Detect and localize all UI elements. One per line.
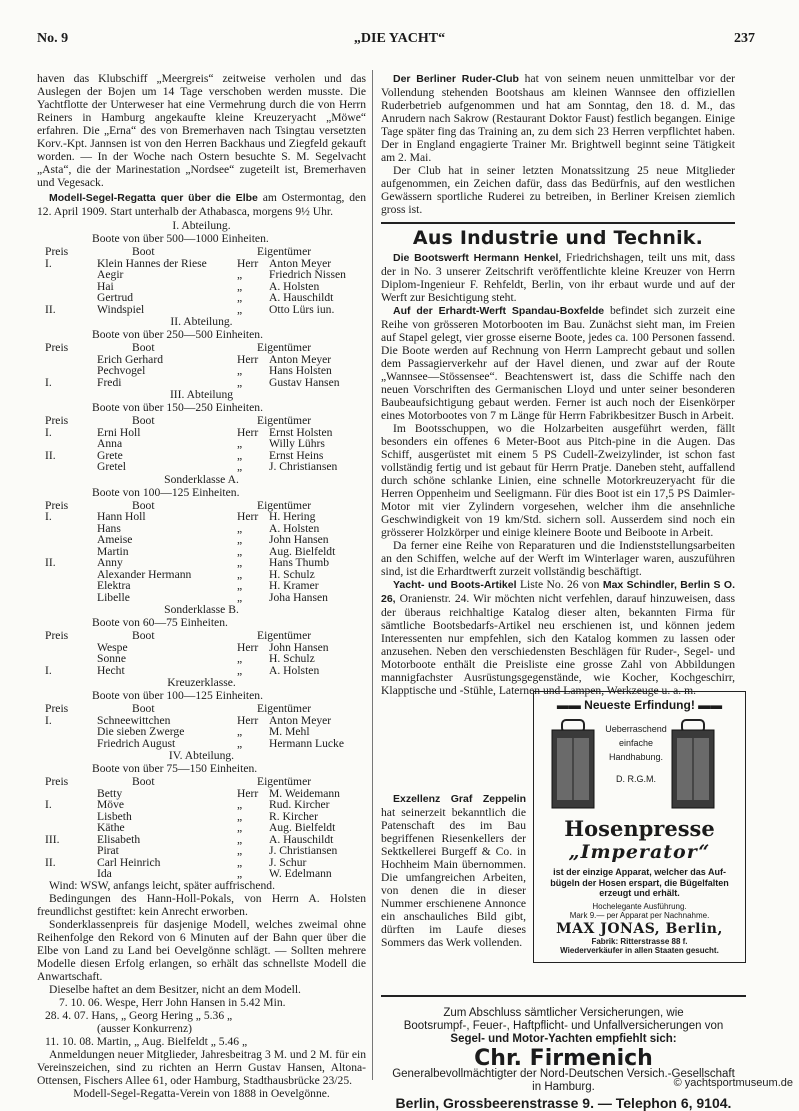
title-cell: „ [237, 725, 243, 738]
prize-cell: III. [45, 832, 60, 846]
watermark: © yachtsportmuseum.de [673, 1077, 793, 1089]
owner-cell: J. Christiansen [269, 460, 338, 473]
table-row [37, 568, 366, 580]
division-class: Boote von 100—125 Einheiten. [92, 485, 240, 499]
title-cell: „ [237, 533, 243, 546]
ad-fabrik: Fabrik: Ritterstrasse 88 f. [591, 936, 688, 946]
ad-rule [381, 995, 746, 997]
table-row [37, 437, 366, 449]
issue-number: No. 9 [37, 31, 69, 46]
title-cell: „ [237, 579, 243, 592]
prize-cell: I. [45, 510, 52, 523]
boat-cell: Möve [97, 798, 125, 811]
title-cell: Herr [237, 352, 259, 366]
table-row [37, 291, 366, 303]
column-header: Eigentümer [257, 775, 312, 788]
owner-cell: J. Christiansen [269, 844, 338, 857]
title-cell: „ [237, 521, 243, 535]
paragraph-hann-holl: Bedingungen des Hann-Holl-Pokals, von Herrn A. Holsten freundlichst gestiftet: kein Anrecht erworben. [37, 891, 366, 918]
boat-cell: Wespe [97, 640, 128, 654]
title-cell: „ [237, 663, 243, 677]
owner-cell: J. Schur [269, 855, 307, 869]
regatta-heading: Modell-Segel-Regatta quer über die Elbe [49, 192, 258, 204]
prize-cell: II. [45, 302, 56, 316]
table-header [37, 499, 366, 511]
prize-cell: I. [45, 375, 52, 389]
firmenich-line-3: Segel- und Motor-Yachten empfiehlt sich: [450, 1032, 677, 1045]
column-header: Eigentümer [257, 414, 312, 427]
title-cell: „ [237, 844, 243, 857]
owner-cell: John Hansen [269, 533, 329, 546]
boat-cell: Käthe [97, 821, 125, 834]
table-row [37, 280, 366, 292]
ad-title: ▬▬ Neueste Erfindung! ▬▬ [556, 698, 723, 712]
column-header: Eigentümer [257, 341, 312, 354]
table-row [37, 522, 366, 534]
column-header: Eigentümer [257, 245, 312, 258]
column-header: Preis [45, 702, 69, 715]
henkel-heading: Die Bootswerft Hermann Henkel [393, 252, 559, 264]
division-title: Sonderklasse B. [164, 603, 239, 616]
boat-cell: Hann Holl [97, 510, 146, 523]
table-header [37, 414, 366, 426]
ad-claim: ist der einzige Apparat, welcher das Auf-bügeln der Hosen erspart, die Bügelfalten erzeugt und erhält. [550, 867, 729, 898]
table-row [37, 303, 366, 315]
column-header: Eigentümer [257, 702, 312, 715]
boat-cell: Hecht [97, 663, 125, 677]
owner-cell: A. Holsten [269, 663, 320, 677]
table-row [37, 268, 366, 280]
table-row [37, 867, 366, 879]
section-title: Aus Industrie und Technik. [412, 227, 704, 249]
ruder-text: hat von seinem neuen unmittelbar vor der Vollendung stehenden Bootshaus am kleinen Wannsee den offiziellen Ruderbetrieb aufgenommen und hat am Sonntag, den 18. d. M., das Anrudern nach Sakrow (Restaurant Doktor Faust) festlich begangen. Einige Tage später fing das Training an, zu dem sich 23 Herren verpflichtet haben. Der in England engagierte Trainer Mr. Brightwell beginnt seine Tätigkeit am 2. Mai. [381, 72, 735, 164]
paragraph-reparaturen: Da ferner eine Reihe von Reparaturen und die Indienststellungsarbeiten an den Schiffen, welche auf der Werft im Winterlager waren, auszuführen sind, ist die Erhardtwerft zurzeit vollständig beschäftigt. [381, 539, 735, 578]
boat-cell: Pirat [97, 844, 119, 857]
prize-cell: I. [45, 663, 52, 677]
title-cell: Herr [237, 425, 259, 439]
prize-cell: II. [45, 855, 56, 869]
title-cell: „ [237, 821, 243, 834]
table-row [37, 545, 366, 557]
boat-cell: Carl Heinrich [97, 855, 161, 869]
regatta-intro: am Ostermontag, den 12. April 1909. Start unterhalb der Athabasca, morgens 9½ Uhr. [37, 191, 366, 218]
yacht-article-block [381, 578, 735, 697]
boat-cell: Windspiel [97, 302, 145, 316]
table-header [37, 629, 366, 641]
division-title: I. Abteilung. [172, 219, 231, 232]
signature: Modell-Segel-Regatta-Verein von 1888 in Oevelgönne. [73, 1086, 330, 1100]
column-header: Preis [45, 245, 69, 258]
title-cell: „ [237, 832, 243, 846]
column-header: Eigentümer [257, 498, 312, 512]
column-header: Eigentümer [257, 629, 312, 642]
page-header [0, 0, 799, 60]
table-row [37, 449, 366, 461]
owner-cell: H. Hering [269, 510, 316, 523]
ad-elegant: Hochelegante Ausführung. [592, 901, 687, 911]
boat-cell: Lisbeth [97, 809, 132, 823]
owner-cell: Otto Lürs iun. [269, 302, 335, 316]
paragraph-bootsschuppen: Im Bootsschuppen, wo die Holzarbeiten ausgeführt werden, fällt besonders ein offenes 6 Meter-Boot aus Pitch-pine in die Augen. Das Schiff, ausgerüstet mit einem 5 PS Cudell-Zweizylinder, ist schon fast vollständig fertig und ist gebaut für Herrn Pratje. Daneben steht, auffallend durch schöne schlanke Linien, eine schnelle Motorkreuzeryacht für die Herren Oppenheim und Seeligmann. Für dies Boot ist ein 17,5 PS Daimler-Motor mit vier Zylindern vorgesehen, welcher ihm die ansehnliche Geschwindigkeit von 19 km/Std. sichern soll. Ausserdem sind noch ein grösserer Holzkörper und einige kleinere Boote und Beiboote in Arbeit. [381, 422, 735, 539]
owner-cell: Anton Meyer [269, 352, 332, 366]
column-header: Preis [45, 498, 69, 512]
boat-cell: Fredi [97, 375, 122, 389]
ad-illustration-area [534, 716, 745, 814]
owner-cell: Aug. Bielfeldt [269, 544, 336, 558]
record-2-note: (ausser Konkurrenz) [97, 1021, 192, 1035]
title-cell: „ [237, 652, 243, 665]
boat-cell: Hans [97, 521, 121, 535]
table-row [37, 556, 366, 568]
owner-cell: Hans Holsten [269, 364, 332, 377]
owner-cell: Anton Meyer [269, 713, 332, 727]
column-divider [372, 70, 373, 1080]
title-cell: „ [237, 544, 243, 558]
owner-cell: M. Weidemann [269, 786, 340, 800]
division-title: IV. Abteilung. [168, 749, 235, 762]
title-cell: „ [237, 437, 243, 450]
owner-cell: Willy Lührs [269, 437, 325, 450]
owner-cell: Ernst Holsten [269, 425, 333, 439]
boat-cell: Schneewittchen [97, 713, 171, 727]
ad-firm: MAX JONAS, Berlin, [556, 920, 723, 937]
record-2: 28. 4. 07. Hans, „ Georg Hering „ 5.36 „ [45, 1008, 233, 1022]
ad-side-3: Handhabung. [608, 752, 664, 762]
table-row [37, 641, 366, 653]
prize-cell: I. [45, 713, 52, 727]
division-class: Boote von über 500—1000 Einheiten. [92, 232, 269, 245]
owner-cell: W. Edelmann [269, 867, 332, 880]
table-row [37, 353, 366, 365]
table-row [37, 652, 366, 664]
table-header [37, 702, 366, 714]
division-class: Boote von über 100—125 Einheiten. [92, 689, 263, 702]
boat-cell: Ida [97, 867, 112, 880]
firmenich-line-4: Generalbevollmächtigter der Nord-Deutschen Versich.-Gesellschaft [392, 1067, 735, 1080]
prize-cell: I. [45, 256, 52, 270]
column-header: Boot [132, 775, 155, 788]
yacht-text-2: Oranienstr. 24. Wir möchten nicht verfehlen, darauf hinzuweisen, dass der überaus reichhaltige Katalog dieser alten, bekannten Firma für sämtliche Bootsbedarfs-Artikel neu erschienen ist, und können jedem Interessenten nur empfehlen, sich den Katalog kommen zu lassen oder anzusehen. Neben den verschiedensten Beschlägen für Ruder-, Segel- und Motorboote enthält die Preisliste eine grosse Zahl von Abbildungen mannigfachster Ausrüstungsgegenstände, wie Kocher, Kochgeschirr, Klapptische und -Stühle, Laternen und Lampen, Werkzeuge u. a. m. [381, 592, 735, 697]
title-cell: Herr [237, 510, 259, 523]
boat-cell: Anny [97, 556, 123, 569]
owner-cell: Ernst Heins [269, 448, 324, 462]
paragraph-henkel [381, 251, 735, 304]
table-row [37, 591, 366, 603]
division-title: Sonderklasse A. [164, 472, 239, 486]
paragraph-regatta [37, 191, 366, 218]
owner-cell: John Hansen [269, 640, 329, 654]
boat-cell: Die sieben Zwerge [97, 725, 185, 738]
ad-side-2: einfache [618, 738, 654, 748]
owner-cell: Joha Hansen [269, 590, 328, 604]
column-header: Boot [132, 498, 155, 512]
title-cell: „ [237, 567, 243, 581]
table-header [37, 341, 366, 353]
table-row [37, 725, 366, 737]
table-row [37, 376, 366, 388]
boat-cell: Erni Holl [97, 425, 141, 439]
hosenpresse-ad [533, 691, 746, 963]
title-cell: Herr [237, 256, 259, 270]
ad-resellers: Wiederverkäufer in allen Staaten gesucht. [560, 946, 719, 955]
table-row [37, 821, 366, 833]
owner-cell: Aug. Bielfeldt [269, 821, 336, 834]
ad-price: Mark 9.— per Apparat per Nachnahme. [569, 911, 710, 920]
firmenich-ad [381, 995, 746, 1110]
table-row [37, 364, 366, 376]
division-class: Boote von über 150—250 Einheiten. [92, 401, 263, 414]
table-row [37, 460, 366, 472]
paragraph-ruder-club [381, 72, 735, 164]
table-header [37, 245, 366, 257]
table-row [37, 798, 366, 810]
zeppelin-block [381, 792, 526, 949]
title-cell: „ [237, 798, 243, 811]
boat-cell: Elisabeth [97, 832, 141, 846]
section-rule [381, 222, 735, 224]
table-row [37, 579, 366, 591]
firmenich-line-1: Zum Abschluss sämtlicher Versicherungen, wie [443, 1006, 684, 1019]
owner-cell: Rud. Kircher [269, 798, 330, 811]
owner-cell: A. Hauschildt [269, 291, 334, 304]
table-row [37, 257, 366, 269]
firmenich-line-5: in Hamburg. [532, 1080, 595, 1093]
henkel-text: , Friedrichshagen, teilt uns mit, dass der in No. 3 unserer Zeitschrift veröffentlichte kleine Kreuzer von Herrn Diplom-Ingenieur F. Rehfeldt, Berlin, von ihr erbaut wurde und auf der Werft zur Besichtigung steht. [381, 251, 735, 304]
owner-cell: Hans Thumb [269, 556, 330, 569]
zeppelin-text: hat seinerzeit bekanntlich die Patenschaft des im Bau begriffenen Riesenkellers der Sektkellerei Burgeff & Co. in Hochheim Main übernommen. Die umfangreichen Arbeiten, von denen die in dieser Nummer erschienene Annonce ein anschauliches Bild gibt, dürften im Laufe dieses Sommers das Werk vollenden. [381, 806, 526, 949]
boat-cell: Alexander Hermann [97, 567, 192, 581]
erhardt-heading: Auf der Erhardt-Werft Spandau-Boxfelde [393, 305, 605, 317]
boat-cell: Hai [97, 279, 114, 293]
ad-brand: Hosenpresse [564, 816, 715, 841]
ad-side-1: Ueberraschend [605, 724, 667, 734]
title-cell: „ [237, 556, 243, 569]
yacht-text-1: Liste No. 26 von [516, 578, 603, 591]
division-title: III. Abteilung [169, 388, 234, 401]
title-cell: „ [237, 291, 243, 304]
ad-brand-name: „Imperator“ [568, 841, 711, 863]
owner-cell: Hermann Lucke [269, 736, 345, 750]
division-class: Boote von 60—75 Einheiten. [92, 616, 228, 629]
title-cell: „ [237, 460, 243, 473]
page-number: 237 [734, 31, 755, 46]
owner-cell: Gustav Hansen [269, 375, 340, 389]
ad-side-text [596, 722, 676, 786]
boat-cell: Friedrich August [97, 736, 176, 750]
owner-cell: H. Schulz [269, 652, 315, 665]
boat-cell: Klein Hannes der Riese [97, 256, 207, 270]
table-header [37, 775, 366, 787]
table-row [37, 510, 366, 522]
title-cell: „ [237, 867, 243, 880]
firmenich-name: Chr. Firmenich [474, 1045, 653, 1071]
table-row [37, 810, 366, 822]
boat-cell: Gertrud [97, 291, 134, 304]
title-cell: „ [237, 809, 243, 823]
yacht-firm: Max Schindler, Berlin S O. 26, [381, 579, 735, 605]
firmenich-address: Berlin, Grossbeerenstrasse 9. — Telephon 6, 9104. [395, 1094, 732, 1111]
title-cell: „ [237, 736, 243, 750]
boat-cell: Martin [97, 544, 129, 558]
column-header: Preis [45, 629, 69, 642]
ad-patent: D. R.G.M. [616, 774, 656, 784]
record-3: 11. 10. 08. Martin, „ Aug. Bielfeldt „ 5.46 „ [45, 1034, 248, 1048]
paragraph-anmeldungen: Anmeldungen neuer Mitglieder, Jahresbeitrag 3 M. und 2 M. für ein Vereinszeichen, sind zu richten an Herrn Gustav Hansen, Altona-Ottensen, Fischers Allee 61, oder Hamburg, Stadthausbrücke 23/25. [37, 1047, 366, 1087]
owner-cell: A. Holsten [269, 521, 320, 535]
boat-cell: Erich Gerhard [97, 352, 163, 366]
title-cell: Herr [237, 786, 259, 800]
paragraph-yacht-artikel [381, 578, 735, 697]
boat-cell: Gretel [97, 460, 126, 473]
owner-cell: M. Mehl [269, 725, 310, 738]
erhardt-text: befindet sich zurzeit eine Reihe von grösseren Motorbooten im Bau. Zunächst sieht man, im Freien auf Stapel gelegt, vier grosse eiserne Boote, jedes ca. 100 Personen fassend. Die Boote werden auf Rechnung von Herrn Lamprecht gebaut und sollen dem Passagierverkehr auf der Havel dienen, und zwar auf der Route „Wannsee—Stössensee“. Beachtenswert ist, dass die Schiffe nach den neuen Vorschriften des Germanischen Lloyd und unter seiner besonderen Baubeaufsichtigung gebaut werden. Ferner ist auch noch der Eisenkörper eines Motorbootes von 7 m Länge für Herrn Fabrikbesitzer Busch in Arbeit. [381, 304, 735, 422]
table-row [37, 844, 366, 856]
table-row [37, 787, 366, 799]
title-cell: Herr [237, 713, 259, 727]
table-row [37, 833, 366, 845]
table-row [37, 664, 366, 676]
title-cell: „ [237, 302, 243, 316]
boat-cell: Aegir [97, 268, 124, 281]
owner-cell: H. Kramer [269, 579, 319, 592]
title-cell: „ [237, 268, 243, 281]
ruder-heading: Der Berliner Ruder-Club [393, 73, 519, 85]
prize-cell: II. [45, 556, 56, 569]
boat-cell: Pechvogel [97, 364, 146, 377]
regatta-results [37, 219, 366, 879]
paragraph-ruder-club-2: Der Club hat in seiner letzten Monatssitzung 25 neue Mitglieder aufgenommen, ein Zeichen dafür, dass das Bedürfnis, auf den westlichen Gewässern sportliche Ruderei zu betreiben, in Berliner Kreisen ziemlich gross ist. [381, 164, 735, 216]
owner-cell: A. Holsten [269, 279, 320, 293]
yacht-heading: Yacht- und Boots-Artikel [393, 579, 517, 591]
prize-cell: II. [45, 448, 56, 462]
record-1: 7. 10. 06. Wespe, Herr John Hansen in 5.42 Min. [59, 995, 286, 1009]
title-cell: „ [237, 375, 243, 389]
boat-cell: Libelle [97, 590, 130, 604]
owner-cell: Anton Meyer [269, 256, 332, 270]
division-title: II. Abteilung. [170, 315, 233, 328]
division-class: Boote von über 75—150 Einheiten. [92, 762, 258, 775]
paragraph-erhardt [381, 304, 735, 422]
table-row [37, 856, 366, 868]
title-cell: Herr [237, 640, 259, 654]
column-header: Preis [45, 341, 69, 354]
column-header: Preis [45, 414, 69, 427]
journal-title: „DIE YACHT“ [353, 31, 446, 46]
column-header: Boot [132, 629, 155, 642]
prize-cell: I. [45, 425, 52, 439]
boat-cell: Betty [97, 786, 123, 800]
boat-cell: Grete [97, 448, 123, 462]
owner-cell: H. Schulz [269, 567, 315, 581]
owner-cell: A. Hauschildt [269, 832, 334, 846]
right-column [381, 72, 735, 697]
owner-cell: Friedrich Nissen [269, 268, 346, 281]
owner-cell: R. Kircher [269, 809, 318, 823]
title-cell: „ [237, 448, 243, 462]
paragraph-unterweser: haven das Klubschiff „Meergreis“ zeitweise verholen und das Auslegen der Bojen um 14 Tage verschoben werden musste. Die Yachtflotte der Unterweser hat eine Vermehrung durch die von Herrn Reiners in Hamburg angekaufte kleine Kreuzeryacht „Möwe“ erfahren. Die „Erna“ des von Bremerhaven nach Tsingtau versetzten Korv.-Kpt. Jannsen ist von den Herren Backhaus und Ziegfeld gekauft worden. — In der Woche nach Ostern besuchte S. M. Segelvacht „Asta“, die der Marinestation „Nordsee“ zugeteilt ist, Bremerhaven und Vegesack. [37, 72, 366, 189]
table-row [37, 533, 366, 545]
title-cell: „ [237, 590, 243, 604]
division-title: Kreuzerklasse. [167, 676, 236, 689]
boat-cell: Elektra [97, 579, 131, 592]
column-header: Boot [132, 341, 155, 354]
boat-cell: Ameise [97, 533, 133, 546]
paragraph-dieselbe: Dieselbe haftet an dem Besitzer, nicht an dem Modell. [49, 982, 301, 996]
prize-cell: I. [45, 798, 52, 811]
table-row [37, 714, 366, 726]
left-column [37, 72, 366, 1100]
boat-cell: Sonne [97, 652, 126, 665]
table-row [37, 426, 366, 438]
column-header: Boot [132, 414, 155, 427]
column-header: Boot [132, 702, 155, 715]
paragraph-sonderklasse: Sonderklassenpreis für dasjenige Modell, welches zweimal ohne Reihenfolge den Rekord von 6 Minuten auf der Bahn quer über die Elbe von Land zu Land bei Oevelgönne schlägt. — Sollten mehrere Modelle diesen Erfolg erlangen, so erhält das schnellste Modell die Anwartschaft. [37, 917, 366, 983]
column-header: Preis [45, 775, 69, 788]
wind-note: Wind: WSW, anfangs leicht, später auffrischend. [49, 878, 275, 892]
boat-cell: Anna [97, 437, 123, 450]
firmenich-line-2: Bootsrumpf-, Feuer-, Haftpflicht- und Unfallversicherungen von [403, 1019, 724, 1032]
division-class: Boote von über 250—500 Einheiten. [92, 328, 263, 341]
column-header: Boot [132, 245, 155, 258]
paragraph-zeppelin [381, 792, 526, 949]
title-cell: „ [237, 855, 243, 869]
table-row [37, 737, 366, 749]
title-cell: „ [237, 364, 243, 377]
title-cell: „ [237, 279, 243, 293]
zeppelin-heading: Exzellenz Graf Zeppelin [393, 793, 526, 805]
